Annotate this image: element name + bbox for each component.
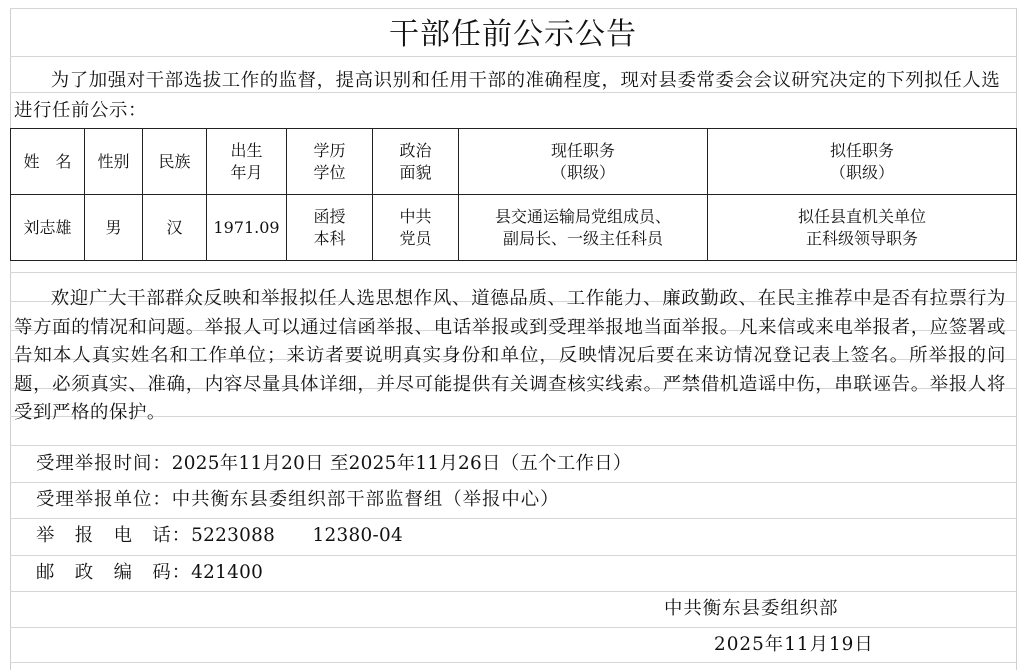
cell-political: 中共 党员 — [373, 195, 459, 261]
report-time-line — [36, 449, 632, 479]
divider — [10, 662, 1016, 663]
cell-proposed-position: 拟任县直机关单位 正科级领导职务 — [708, 195, 1017, 261]
report-unit-value: 中共衡东县委组织部干部监督组（举报中心） — [171, 489, 560, 510]
cell-education: 函授 本科 — [287, 195, 373, 261]
postcode-label: 邮 政 编 码： — [36, 562, 192, 583]
report-phone-line — [36, 521, 403, 551]
report-time-label: 受理举报时间： — [36, 453, 172, 474]
report-unit-label: 受理举报单位： — [36, 489, 172, 510]
page-title: 干部任前公示公告 — [389, 17, 637, 52]
header-education: 学历 学位 — [287, 129, 373, 195]
divider — [10, 627, 1016, 628]
header-gender: 性别 — [85, 129, 143, 195]
divider — [10, 518, 1016, 519]
table-row — [11, 195, 1017, 261]
divider — [10, 591, 1016, 592]
header-current-position: 现任职务 （职级） — [459, 129, 708, 195]
header-birth: 出生 年月 — [207, 129, 287, 195]
cell-birth: 1971.09 — [207, 195, 287, 261]
header-name: 姓 名 — [11, 129, 85, 195]
header-ethnicity: 民族 — [143, 129, 207, 195]
intro-paragraph: 为了加强对干部选拔工作的监督，提高识别和任用干部的准确程度，现对县委常委会会议研究决定的下列拟任人选进行任前公示： — [14, 70, 1001, 121]
postcode-value: 421400 — [191, 562, 264, 583]
signature-org: 中共衡东县委组织部 — [664, 598, 839, 619]
candidate-table — [10, 128, 1017, 261]
divider — [10, 272, 1016, 273]
signature-date: 2025年11月19日 — [714, 634, 874, 655]
report-phone-value: 5223088 12380-04 — [191, 525, 404, 546]
body-paragraph: 欢迎广大干部群众反映和举报拟任人选思想作风、道德品质、工作能力、廉政勤政、在民主推荐中是否有拉票行为等方面的情况和问题。举报人可以通过信函举报、电话举报或到受理举报地当面举报。凡来信或来电举报者，应签署或告知本人真实姓名和工作单位；来访者要说明真实身份和单位，反映情况后要在来访情况登记表上签名。所举报的问题，必须真实、准确，内容尽量具体详细，并尽可能提供有关调查核实线索。严禁借机造谣中伤，串联诬告。举报人将受到严格的保护。 — [14, 288, 1006, 424]
cell-gender: 男 — [85, 195, 143, 261]
header-political: 政治 面貌 — [373, 129, 459, 195]
report-phone-label: 举 报 电 话： — [36, 525, 192, 546]
header-proposed-position: 拟任职务 （职级） — [708, 129, 1017, 195]
table-header-row — [11, 129, 1017, 195]
divider — [10, 445, 1016, 446]
divider — [10, 8, 1016, 9]
report-time-value: 2025年11月20日 至2025年11月26日（五个工作日） — [171, 453, 632, 474]
cell-current-position: 县交通运输局党组成员、 副局长、一级主任科员 — [459, 195, 708, 261]
postcode-line — [36, 558, 263, 588]
divider — [10, 482, 1016, 483]
divider — [10, 555, 1016, 556]
cell-ethnicity: 汉 — [143, 195, 207, 261]
report-unit-line — [36, 485, 560, 515]
cell-name: 刘志雄 — [11, 195, 85, 261]
